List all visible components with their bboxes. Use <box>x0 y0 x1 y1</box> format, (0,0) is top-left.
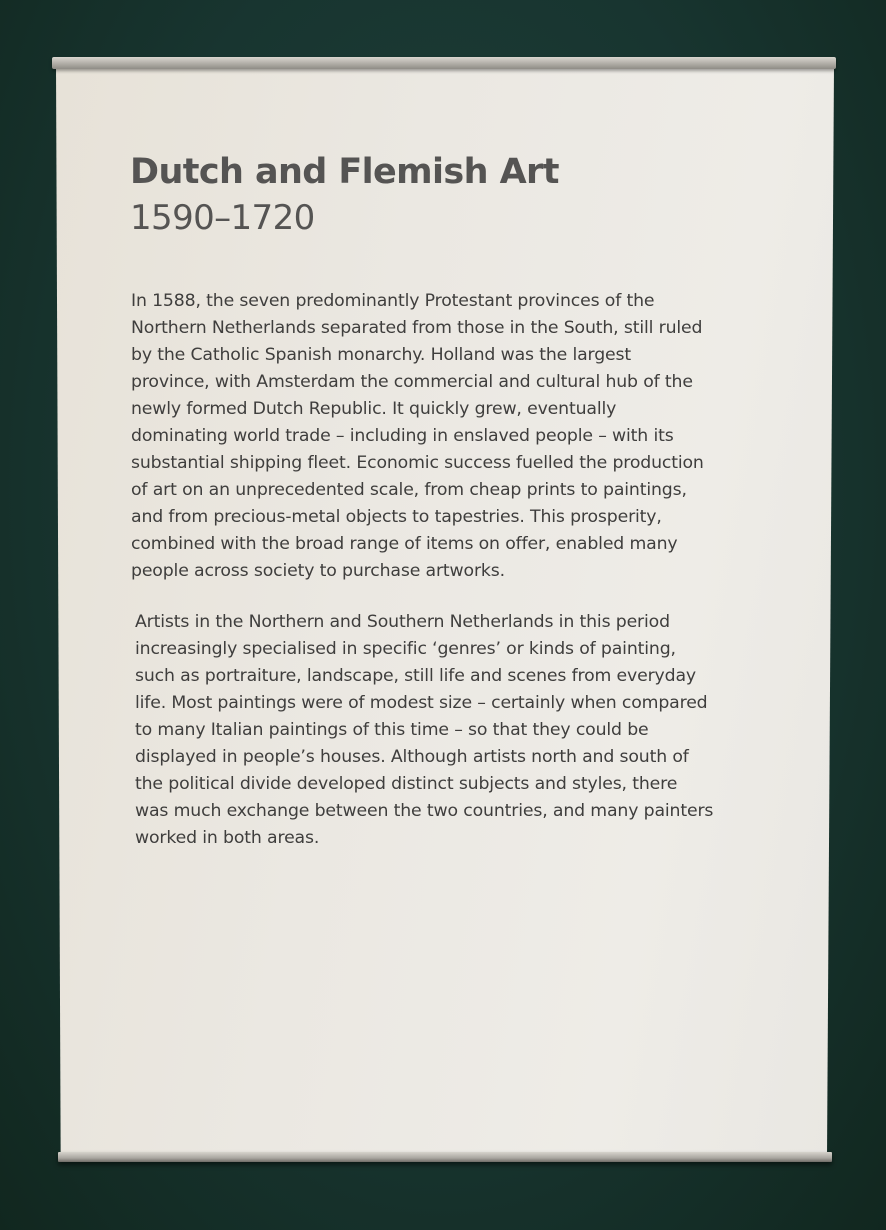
paragraph-line: dominating world trade – including in enslaved people – with its <box>131 426 674 446</box>
paragraph-line: life. Most paintings were of modest size – certainly when compared <box>135 693 708 713</box>
paragraph-line: such as portraiture, landscape, still life and scenes from everyday <box>135 666 696 686</box>
genres-paragraph <box>135 609 775 852</box>
paragraph-line: to many Italian paintings of this time – so that they could be <box>135 720 649 740</box>
paragraph-line: people across society to purchase artworks. <box>131 561 505 581</box>
paragraph-line: combined with the broad range of items on offer, enabled many <box>131 534 678 554</box>
paragraph-line: In 1588, the seven predominantly Protestant provinces of the <box>131 291 655 311</box>
paragraph-line: worked in both areas. <box>135 828 320 848</box>
paragraph-line: Artists in the Northern and Southern Netherlands in this period <box>135 612 670 632</box>
paragraph-line: and from precious-metal objects to tapestries. This prosperity, <box>131 507 662 527</box>
panel-title: Dutch and Flemish Art <box>130 152 559 192</box>
paragraph-line: by the Catholic Spanish monarchy. Holland was the largest <box>131 345 631 365</box>
paragraph-line: was much exchange between the two countries, and many painters <box>135 801 714 821</box>
paragraph-line: substantial shipping fleet. Economic success fuelled the production <box>131 453 704 473</box>
paragraph-line: province, with Amsterdam the commercial and cultural hub of the <box>131 372 693 392</box>
paragraph-line: Northern Netherlands separated from those in the South, still ruled <box>131 318 703 338</box>
paragraph-line: displayed in people’s houses. Although artists north and south of <box>135 747 689 767</box>
paragraph-line: increasingly specialised in specific ‘genres’ or kinds of painting, <box>135 639 676 659</box>
paragraph-line: newly formed Dutch Republic. It quickly grew, eventually <box>131 399 617 419</box>
paragraph-line: of art on an unprecedented scale, from cheap prints to paintings, <box>131 480 687 500</box>
paragraph-line: the political divide developed distinct subjects and styles, there <box>135 774 678 794</box>
panel-dates: 1590–1720 <box>130 198 315 238</box>
bottom-hanging-rail <box>58 1152 832 1162</box>
top-hanging-rail <box>52 57 836 69</box>
intro-paragraph <box>131 288 771 585</box>
